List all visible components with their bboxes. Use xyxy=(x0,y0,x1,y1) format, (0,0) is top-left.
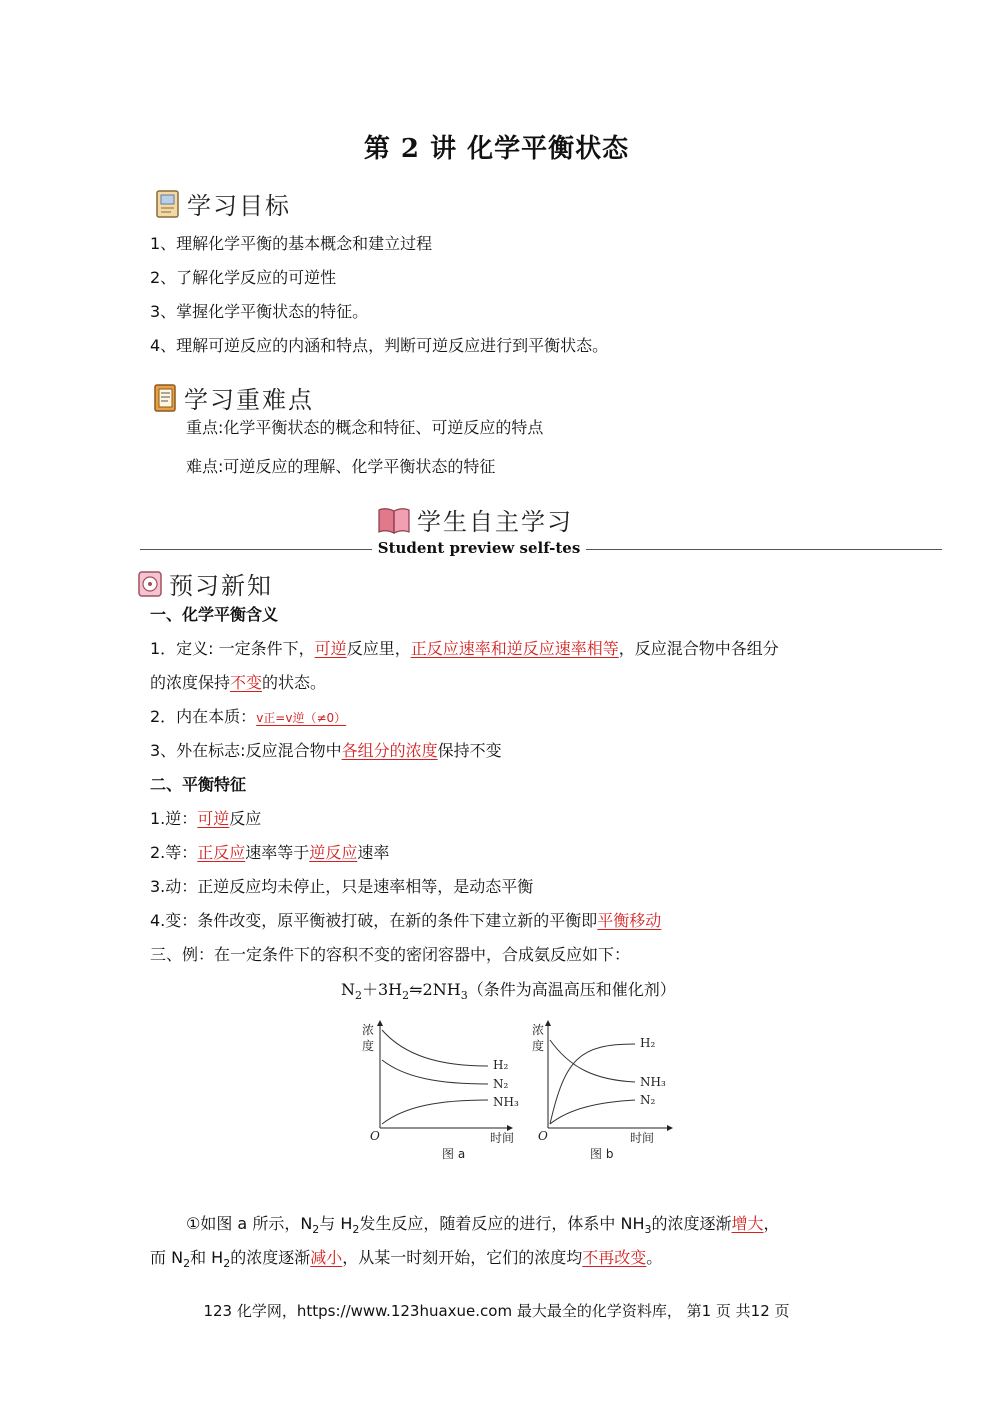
fig-b-nh3-label: NH₃ xyxy=(640,1075,666,1089)
f2-prefix: 2.等： xyxy=(150,843,198,862)
para-l2-d: ，从某一时刻开始，它们的浓度均 xyxy=(342,1248,583,1267)
answer-reversible: 可逆 xyxy=(314,639,347,658)
fig-a-nh3-label: NH₃ xyxy=(493,1095,519,1109)
eq-sub: 3 xyxy=(460,989,468,1003)
self-study-label: 学生自主学习 xyxy=(417,508,573,536)
figure-b xyxy=(532,1023,670,1161)
circle-number: ① xyxy=(186,1214,201,1233)
fig-b-h2-label: H₂ xyxy=(640,1036,656,1050)
para-sub: 3 xyxy=(644,1223,652,1237)
fig-b-origin: O xyxy=(538,1129,548,1143)
keypoint-difficult: 难点:可逆反应的理解、化学平衡状态的特征 xyxy=(186,457,496,476)
f2-mid: 速率等于 xyxy=(245,843,310,862)
fig-b-caption: 图 b xyxy=(590,1147,614,1161)
fig-a-n2-label: N₂ xyxy=(493,1077,509,1091)
eq-sub: 2 xyxy=(402,989,410,1003)
part2-heading: 二、平衡特征 xyxy=(150,775,247,794)
objective-4: 4、理解可逆反应的内涵和特点，判断可逆反应进行到平衡状态。 xyxy=(150,336,609,355)
fig-b-x-label: 时间 xyxy=(630,1131,655,1145)
def-line2-prefix: 的浓度保持 xyxy=(150,673,231,692)
f1-suffix: 反应 xyxy=(229,809,262,828)
part3-heading: 三、例：在一定条件下的容积不变的密闭容器中，合成氨反应如下： xyxy=(150,945,631,964)
example-para-line-2 xyxy=(150,1248,662,1274)
divider-label: Student preview self-tes xyxy=(372,539,586,557)
essence-line xyxy=(150,707,346,728)
reaction-equation xyxy=(341,980,676,1006)
compass-icon xyxy=(137,569,163,599)
objectives-label: 学习目标 xyxy=(187,192,291,220)
answer-f2-forward: 正反应 xyxy=(197,843,246,862)
f1-prefix: 1.逆： xyxy=(150,809,198,828)
keypoints-label: 学习重难点 xyxy=(184,386,314,414)
fig-a-y-label-2: 度 xyxy=(362,1039,375,1053)
answer-f4: 平衡移动 xyxy=(597,911,662,930)
sign-line xyxy=(150,741,502,761)
para-sub: 2 xyxy=(183,1257,191,1271)
fig-a-origin: O xyxy=(370,1129,380,1143)
fig-b-nh3-curve xyxy=(550,1040,635,1082)
feature-3: 3.动：正逆反应均未停止，只是速率相等，是动态平衡 xyxy=(150,877,534,896)
sign-suffix: 保持不变 xyxy=(437,741,502,760)
eq-plus: ＋3H xyxy=(362,980,403,999)
answer-f1: 可逆 xyxy=(197,809,230,828)
objective-1: 1、理解化学平衡的基本概念和建立过程 xyxy=(150,234,433,253)
para-l1-d: 的浓度逐渐 xyxy=(651,1214,732,1233)
answer-increase: 增大 xyxy=(731,1214,764,1233)
para-l2-end: 。 xyxy=(646,1248,663,1267)
fig-a-x-label: 时间 xyxy=(490,1131,515,1145)
book-icon xyxy=(155,189,181,219)
para-l1-c: 发生反应，随着反应的进行，体系中 NH xyxy=(359,1214,645,1233)
def-mid2: ，反应混合物中各组分 xyxy=(618,639,779,658)
para-l1-end: ， xyxy=(763,1214,780,1233)
fig-a-caption: 图 a xyxy=(442,1147,466,1161)
keypoint-important: 重点:化学平衡状态的概念和特征、可逆反应的特点 xyxy=(186,418,544,437)
fig-b-y-label-2: 度 xyxy=(532,1039,545,1053)
example-para-line-1 xyxy=(186,1214,780,1240)
def-line2-suffix: 的状态。 xyxy=(262,673,327,692)
fig-b-n2-label: N₂ xyxy=(640,1093,656,1107)
def-prefix: 1．定义: 一定条件下， xyxy=(150,639,315,658)
fig-a-n2-curve xyxy=(382,1060,488,1084)
self-study-header xyxy=(377,502,573,537)
answer-essence: v正=v逆（≠0） xyxy=(256,711,347,725)
sign-prefix: 3、外在标志:反应混合物中 xyxy=(150,741,342,760)
answer-concentration: 各组分的浓度 xyxy=(341,741,438,760)
answer-rates-equal: 正反应速率和逆反应速率相等 xyxy=(410,639,619,658)
eq-n2: N xyxy=(341,980,355,999)
page-footer: 123 化学网，https://www.123huaxue.com 最大最全的化学资料库， 第1 页 共12 页 xyxy=(203,1302,790,1320)
answer-unchanged: 不变 xyxy=(230,673,263,692)
fig-a-nh3-curve xyxy=(382,1100,488,1124)
objective-2: 2、了解化学反应的可逆性 xyxy=(150,268,337,287)
fig-a-h2-curve xyxy=(382,1030,488,1066)
answer-f2-reverse: 逆反应 xyxy=(309,843,358,862)
para-l2-a: 而 N xyxy=(150,1248,184,1267)
open-book-icon xyxy=(377,505,411,535)
answer-decrease: 减小 xyxy=(310,1248,343,1267)
notebook-icon xyxy=(152,383,178,413)
para-sub: 2 xyxy=(352,1223,360,1237)
para-l1-b: 与 H xyxy=(319,1214,353,1233)
part1-heading: 一、化学平衡含义 xyxy=(150,605,279,624)
definition-line-2 xyxy=(150,673,326,693)
feature-2 xyxy=(150,843,389,863)
fig-a-h2-label: H₂ xyxy=(493,1058,509,1072)
para-l1-a: 如图 a 所示，N xyxy=(200,1214,313,1233)
preview-header xyxy=(137,566,273,601)
para-l2-c: 的浓度逐渐 xyxy=(230,1248,311,1267)
answer-no-change: 不再改变 xyxy=(582,1248,647,1267)
essence-prefix: 2．内在本质： xyxy=(150,707,257,726)
preview-label: 预习新知 xyxy=(169,572,273,600)
eq-condition: （条件为高温高压和催化剂） xyxy=(467,980,676,999)
fig-b-h2-curve xyxy=(550,1044,635,1124)
fig-a-y-label-1: 浓 xyxy=(362,1023,375,1037)
feature-4 xyxy=(150,911,661,931)
objective-3: 3、掌握化学平衡状态的特征。 xyxy=(150,302,369,321)
objectives-header xyxy=(155,186,291,221)
figure-a xyxy=(362,1023,519,1161)
para-sub: 2 xyxy=(223,1257,231,1271)
page-title: 第 2 讲 化学平衡状态 xyxy=(363,134,630,164)
def-mid1: 反应里， xyxy=(346,639,411,658)
f2-suffix: 速率 xyxy=(357,843,390,862)
para-l2-b: 和 H xyxy=(190,1248,224,1267)
fig-b-y-label-1: 浓 xyxy=(532,1023,545,1037)
eq-sub: 2 xyxy=(355,989,362,1003)
fig-b-n2-curve xyxy=(550,1100,635,1124)
f4-prefix: 4.变：条件改变，原平衡被打破，在新的条件下建立新的平衡即 xyxy=(150,911,598,930)
feature-1 xyxy=(150,809,261,829)
eq-arrow: ⇋2NH xyxy=(409,980,461,999)
keypoints-header xyxy=(152,380,314,415)
concentration-figures xyxy=(360,1018,680,1168)
para-sub: 2 xyxy=(312,1223,320,1237)
definition-line-1 xyxy=(150,639,779,659)
